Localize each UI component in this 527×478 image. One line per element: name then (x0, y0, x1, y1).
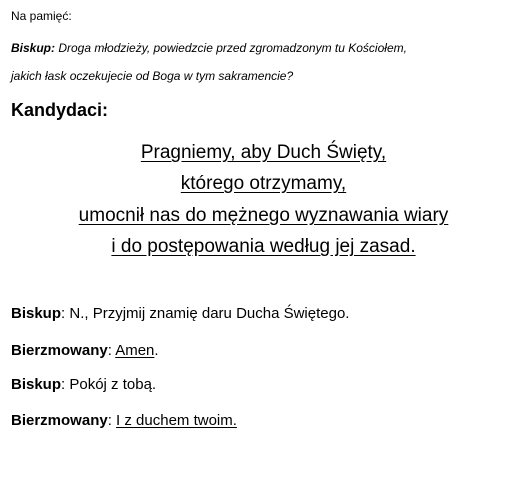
dialogue-line-3 (11, 376, 156, 394)
bishop-question-line-1 (11, 41, 407, 55)
dialogue-sep-2: : (107, 342, 116, 359)
candidates-response-line-2: którego otrzymamy, (180, 173, 347, 194)
intro-label: Na pamięć: (11, 9, 72, 23)
dialogue-tail-2: . (154, 342, 159, 359)
dialogue-text-3: Pokój z tobą. (69, 376, 157, 393)
dialogue-text-1: N., Przyjmij znamię daru Ducha Świętego. (69, 305, 350, 322)
dialogue-speaker-4: Bierzmowany (11, 412, 108, 429)
candidates-response-line-1: Pragniemy, aby Duch Święty, (140, 142, 387, 163)
candidates-response-line-3: umocnił nas do mężnego wyznawania wiary (78, 205, 449, 226)
dialogue-line-2 (11, 342, 159, 360)
candidates-response-line-4: i do postępowania według jej zasad. (111, 236, 416, 257)
dialogue-speaker-1: Biskup (11, 305, 62, 322)
dialogue-sep-1: : (61, 305, 70, 322)
dialogue-text-4: I z duchem twoim. (116, 412, 237, 429)
bishop-question-line-2: jakich łask oczekujecie od Boga w tym sakramencie? (11, 69, 294, 83)
dialogue-sep-3: : (61, 376, 70, 393)
dialogue-speaker-3: Biskup (11, 376, 62, 393)
dialogue-speaker-2: Bierzmowany (11, 342, 108, 359)
dialogue-text-2: Amen (115, 342, 155, 359)
dialogue-sep-4: : (107, 412, 117, 429)
dialogue-line-4 (11, 412, 237, 430)
bishop-question-text-1: Droga młodzieży, powiedzcie przed zgromadzonym tu Kościołem, (55, 41, 407, 55)
candidates-heading: Kandydaci: (11, 100, 109, 120)
bishop-question-speaker: Biskup: (11, 41, 56, 55)
dialogue-line-1 (11, 305, 349, 323)
